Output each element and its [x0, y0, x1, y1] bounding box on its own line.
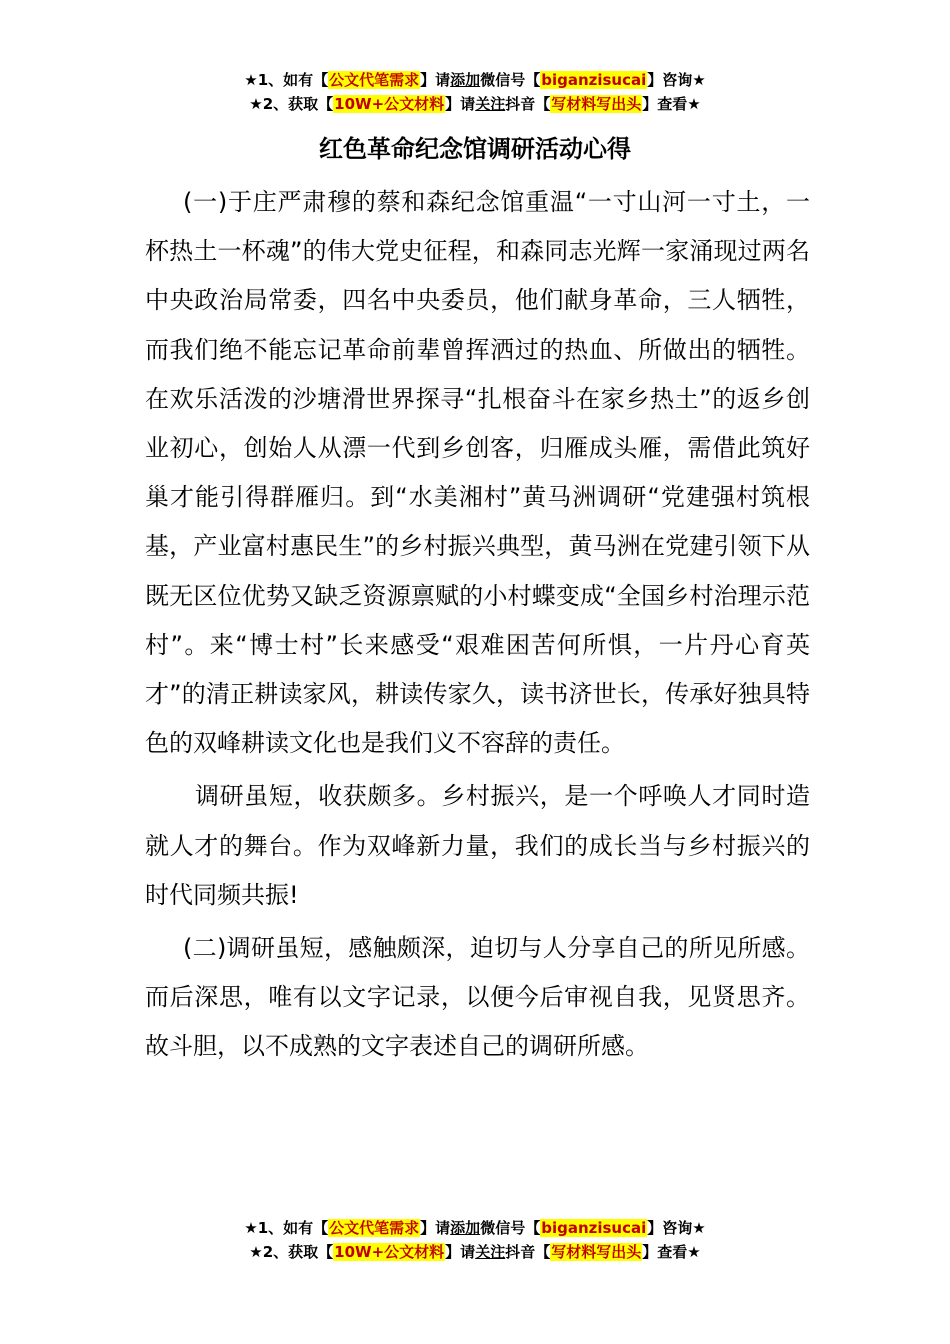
highlight-materials: 10W+公文材料	[334, 1243, 445, 1261]
highlight-wechat-id: biganzisucai	[541, 71, 647, 89]
highlight-douyin-account: 写材料写出头	[551, 1243, 642, 1261]
star-icon: ★	[687, 95, 701, 113]
star-icon: ★	[244, 71, 258, 89]
highlight-douyin-account: 写材料写出头	[551, 95, 642, 113]
banner-line-2: ★2、获取【10W+公文材料】请关注抖音【写材料写出头】查看★	[249, 1243, 701, 1261]
star-icon: ★	[249, 1243, 263, 1261]
banner-line-1: ★1、如有【公文代笔需求】请添加微信号【biganzisucai】咨询★	[244, 71, 706, 89]
star-icon: ★	[692, 71, 706, 89]
banner-line-2: ★2、获取【10W+公文材料】请关注抖音【写材料写出头】查看★	[249, 95, 701, 113]
paragraph-2: 调研虽短，收获颇多。乡村振兴，是一个呼唤人才同时造就人才的舞台。作为双峰新力量，我们的成长当与乡村振兴的时代同频共振!	[145, 782, 810, 909]
document-title: 红色革命纪念馆调研活动心得	[319, 135, 631, 163]
highlight-service: 公文代笔需求	[329, 1219, 420, 1237]
paragraph-3: (二)调研虽短，感触颇深，迫切与人分享自己的所见所感。而后深思，唯有以文字记录，以便今后审视自我，见贤思齐。故斗胆，以不成熟的文字表述自己的调研所感。	[145, 934, 810, 1061]
star-icon: ★	[249, 95, 263, 113]
highlight-service: 公文代笔需求	[329, 71, 420, 89]
header-banner	[0, 68, 950, 116]
banner-line-1: ★1、如有【公文代笔需求】请添加微信号【biganzisucai】咨询★	[244, 1219, 706, 1237]
highlight-wechat-id: biganzisucai	[541, 1219, 647, 1237]
star-icon: ★	[687, 1243, 701, 1261]
star-icon: ★	[244, 1219, 258, 1237]
paragraph-1: (一)于庄严肃穆的蔡和森纪念馆重温“一寸山河一寸土，一杯热土一杯魂”的伟大党史征程，和森同志光辉一家涌现过两名中央政治局常委，四名中央委员，他们献身革命，三人牺牲，而我们绝不能忘记革命前辈曾挥洒过的热血、所做出的牺牲。在欢乐活泼的沙塘滑世界探寻“扎根奋斗在家乡热土”的返乡创业初心，创始人从漂一代到乡创客，归雁成头雁，需借此筑好巢才能引得群雁归。到“水美湘村”黄马洲调研“党建强村筑根基，产业富村惠民生”的乡村振兴典型，黄马洲在党建引领下从既无区位优势又缺乏资源禀赋的小村蝶变成“全国乡村治理示范村”。来“博士村”长来感受“艰难困苦何所惧，一片丹心育英才”的清正耕读家风，耕读传家久，读书济世长，传承好独具特色的双峰耕读文化也是我们义不容辞的责任。	[145, 188, 810, 758]
footer-banner	[0, 1216, 950, 1264]
document-body	[145, 178, 810, 1072]
highlight-materials: 10W+公文材料	[334, 95, 445, 113]
star-icon: ★	[692, 1219, 706, 1237]
